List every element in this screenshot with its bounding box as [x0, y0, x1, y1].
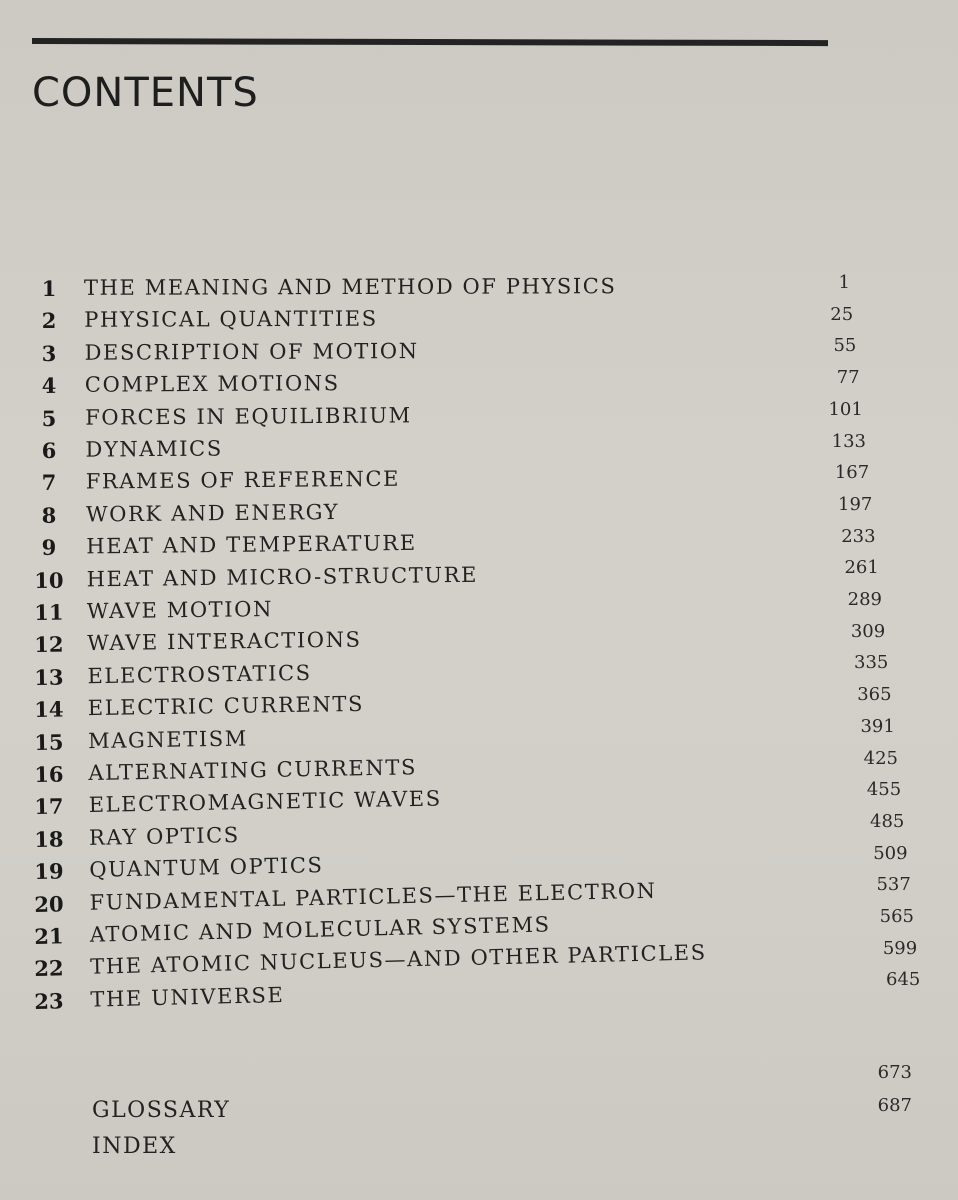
chapter-number: 15	[34, 729, 64, 755]
chapter-page-number: 537	[876, 874, 911, 896]
chapter-title: QUANTUM OPTICS	[89, 853, 324, 883]
chapter-title: HEAT AND MICRO-STRUCTURE	[86, 562, 479, 591]
chapter-page-number: 509	[873, 842, 908, 864]
chapter-title: ALTERNATING CURRENTS	[88, 755, 418, 786]
chapter-number: 14	[34, 696, 64, 723]
chapter-number: 7	[41, 470, 57, 496]
chapter-number: 20	[34, 890, 64, 917]
back-matter-title: GLOSSARY	[92, 1098, 231, 1123]
chapter-number: 22	[34, 955, 64, 982]
chapter-title: COMPLEX MOTIONS	[84, 371, 340, 397]
chapter-title: MAGNETISM	[87, 726, 249, 753]
chapter-page-number: 233	[841, 525, 876, 547]
chapter-number: 8	[41, 502, 57, 528]
chapter-page-number: 133	[831, 430, 866, 452]
chapter-page-number: 565	[879, 906, 914, 927]
chapter-page-number: 391	[860, 715, 895, 737]
chapter-page-number: 167	[834, 462, 870, 484]
chapter-title: ATOMIC AND MOLECULAR SYSTEMS	[89, 912, 551, 947]
toc-row	[34, 368, 914, 405]
chapter-page-number: 197	[838, 493, 873, 515]
chapter-title: PHYSICAL QUANTITIES	[84, 306, 378, 333]
chapter-number: 21	[34, 923, 64, 949]
chapter-title: WAVE INTERACTIONS	[87, 627, 362, 656]
chapter-number: 3	[41, 340, 57, 366]
chapter-title: DESCRIPTION OF MOTION	[84, 338, 419, 365]
chapter-page-number: 599	[882, 937, 918, 959]
chapter-page-number: 309	[850, 620, 886, 642]
chapter-page-number: 55	[833, 335, 857, 357]
chapter-title: FRAMES OF REFERENCE	[85, 467, 401, 494]
chapter-number: 16	[34, 761, 64, 787]
toc-row	[34, 273, 914, 308]
chapter-number: 23	[33, 988, 64, 1014]
chapter-title: DYNAMICS	[85, 436, 223, 462]
page-title: CONTENTS	[32, 70, 259, 116]
chapter-number: 12	[34, 631, 64, 658]
toc-row	[34, 336, 914, 372]
chapter-number: 9	[41, 534, 57, 561]
chapter-page-number: 289	[847, 589, 882, 610]
chapter-title: FUNDAMENTAL PARTICLES—THE ELECTRON	[89, 878, 657, 915]
back-matter-page-number: 687	[877, 1095, 912, 1116]
chapter-title: ELECTRIC CURRENTS	[87, 692, 365, 721]
chapter-title: THE UNIVERSE	[90, 982, 285, 1012]
chapter-page-number: 101	[828, 398, 863, 420]
chapter-page-number: 645	[886, 969, 921, 991]
chapter-title: ELECTROSTATICS	[87, 660, 312, 689]
toc-row	[34, 305, 914, 341]
chapter-page-number: 485	[870, 810, 905, 832]
chapter-number: 11	[34, 599, 64, 625]
chapter-number: 4	[41, 373, 57, 399]
chapter-number: 10	[34, 567, 64, 593]
chapter-page-number: 25	[830, 303, 854, 325]
chapter-title: HEAT AND TEMPERATURE	[86, 531, 417, 559]
chapter-title: THE MEANING AND METHOD OF PHYSICS	[83, 274, 617, 300]
chapter-title: ELECTROMAGNETIC WAVES	[88, 786, 442, 818]
chapter-page-number: 365	[857, 684, 892, 706]
back-matter-title: INDEX	[92, 1134, 177, 1159]
chapter-number: 1	[41, 275, 57, 301]
chapter-page-number: 335	[854, 652, 889, 674]
chapter-title: THE ATOMIC NUCLEUS—AND OTHER PARTICLES	[89, 940, 707, 980]
chapter-number: 2	[41, 308, 57, 334]
back-matter-page-number: 673	[877, 1062, 912, 1083]
chapter-title: WAVE MOTION	[86, 596, 274, 624]
chapter-page-number: 261	[844, 557, 879, 579]
chapter-page-number: 455	[866, 779, 902, 801]
chapter-title: RAY OPTICS	[88, 822, 240, 850]
chapter-number: 6	[41, 437, 57, 463]
chapter-number: 19	[34, 858, 64, 885]
chapter-title: FORCES IN EQUILIBRIUM	[85, 402, 412, 430]
chapter-number: 17	[34, 793, 64, 820]
chapter-number: 13	[34, 664, 64, 690]
chapter-page-number: 1	[838, 272, 850, 293]
chapter-title: WORK AND ENERGY	[85, 499, 340, 527]
chapter-page-number: 77	[836, 367, 860, 389]
chapter-page-number: 425	[863, 747, 898, 769]
chapter-number: 18	[34, 826, 64, 852]
chapter-number: 5	[41, 405, 57, 431]
